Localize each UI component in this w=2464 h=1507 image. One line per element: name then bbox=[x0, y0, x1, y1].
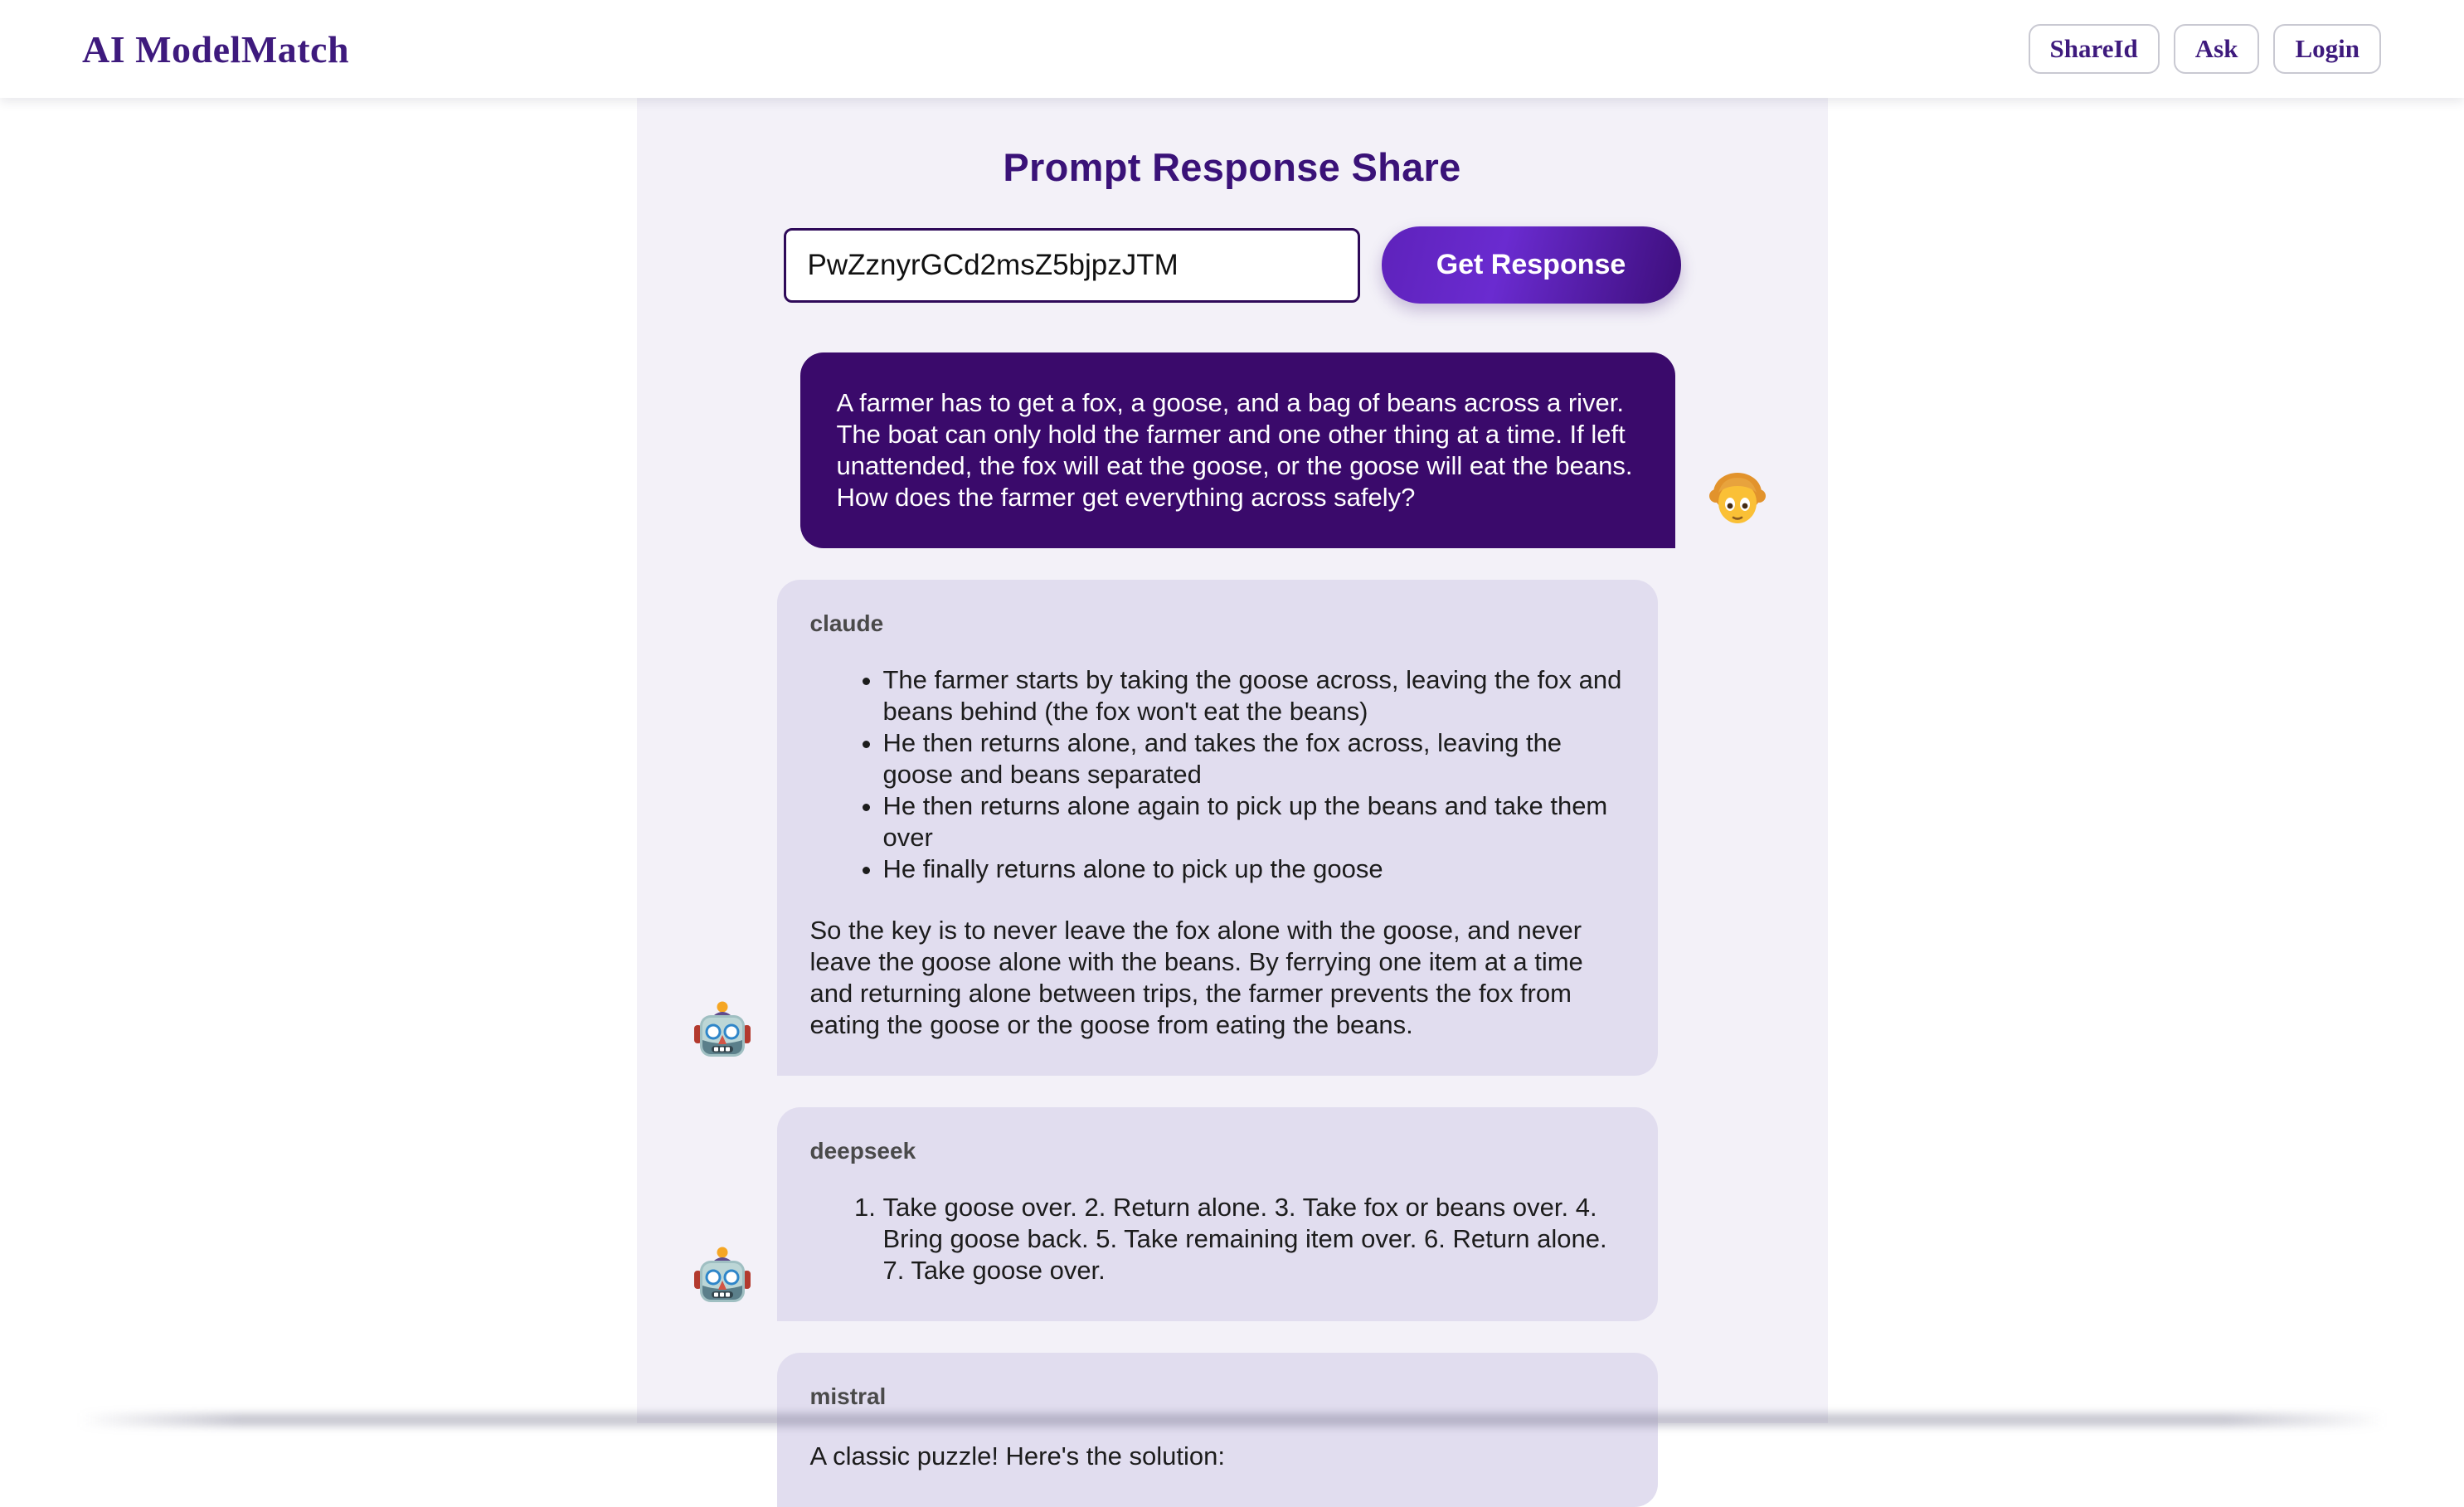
claude-steps-list bbox=[810, 664, 1623, 885]
model-response-bubble-deepseek bbox=[777, 1107, 1658, 1321]
list-item: • He then returns alone, and takes the fox across, leaving the goose and beans separated bbox=[883, 727, 1623, 790]
nav-login-button[interactable]: Login bbox=[2273, 24, 2381, 74]
model-response-row-mistral bbox=[637, 1353, 1828, 1507]
model-response-row-deepseek bbox=[637, 1107, 1828, 1321]
list-item: 1. Take goose over. 2. Return alone. 3. Take fox or beans over. 4. Bring goose back. 5. Take remaining item over. 6. Return alone. 7. Take goose over. bbox=[883, 1192, 1623, 1286]
share-form bbox=[637, 226, 1828, 304]
nav-ask-button[interactable]: Ask bbox=[2174, 24, 2260, 74]
list-item: • The farmer starts by taking the goose across, leaving the fox and beans behind (the fox won't eat the beans) bbox=[883, 664, 1623, 727]
robot-emoji-icon bbox=[693, 1000, 752, 1060]
list-item: • He then returns alone again to pick up the beans and take them over bbox=[883, 790, 1623, 853]
mistral-intro-text: A classic puzzle! Here's the solution: bbox=[809, 1441, 1225, 1471]
app-logo[interactable]: AI ModelMatch bbox=[82, 27, 350, 70]
robot-emoji-icon bbox=[693, 1246, 752, 1305]
chat-thread bbox=[637, 304, 1828, 1507]
deepseek-steps-list bbox=[810, 1192, 1623, 1286]
share-id-input[interactable] bbox=[784, 228, 1360, 303]
person-emoji-icon bbox=[1708, 468, 1767, 527]
app-header bbox=[0, 0, 2464, 98]
user-message-row bbox=[637, 352, 1828, 548]
page-title: Prompt Response Share bbox=[1003, 145, 1461, 189]
header-nav bbox=[2029, 24, 2381, 74]
get-response-button[interactable]: Get Response bbox=[1382, 226, 1681, 304]
model-response-row-claude bbox=[637, 580, 1828, 1076]
nav-shareid-button[interactable]: ShareId bbox=[2029, 24, 2160, 74]
model-name-label: deepseek bbox=[809, 1138, 916, 1164]
claude-summary-text: So the key is to never leave the fox alone with the goose, and never leave the goose alone with the beans. By ferrying one item at a time and returning alone between trips, the farmer prevents the fox from eating the goose or the goose from eating the beans. bbox=[809, 916, 1583, 1039]
model-name-label: claude bbox=[809, 610, 884, 636]
main-content bbox=[637, 98, 1828, 1471]
user-message-bubble: A farmer has to get a fox, a goose, and a bag of beans across a river. The boat can only hold the farmer and one other thing at a time. If left unattended, the fox will eat the goose, or the goose will eat the beans. How does the farmer get everything across safely? bbox=[800, 352, 1675, 548]
model-response-bubble-mistral bbox=[777, 1353, 1658, 1507]
model-response-bubble-claude bbox=[777, 580, 1658, 1076]
model-name-label: mistral bbox=[809, 1383, 887, 1409]
list-item: • He finally returns alone to pick up the goose bbox=[883, 853, 1623, 885]
